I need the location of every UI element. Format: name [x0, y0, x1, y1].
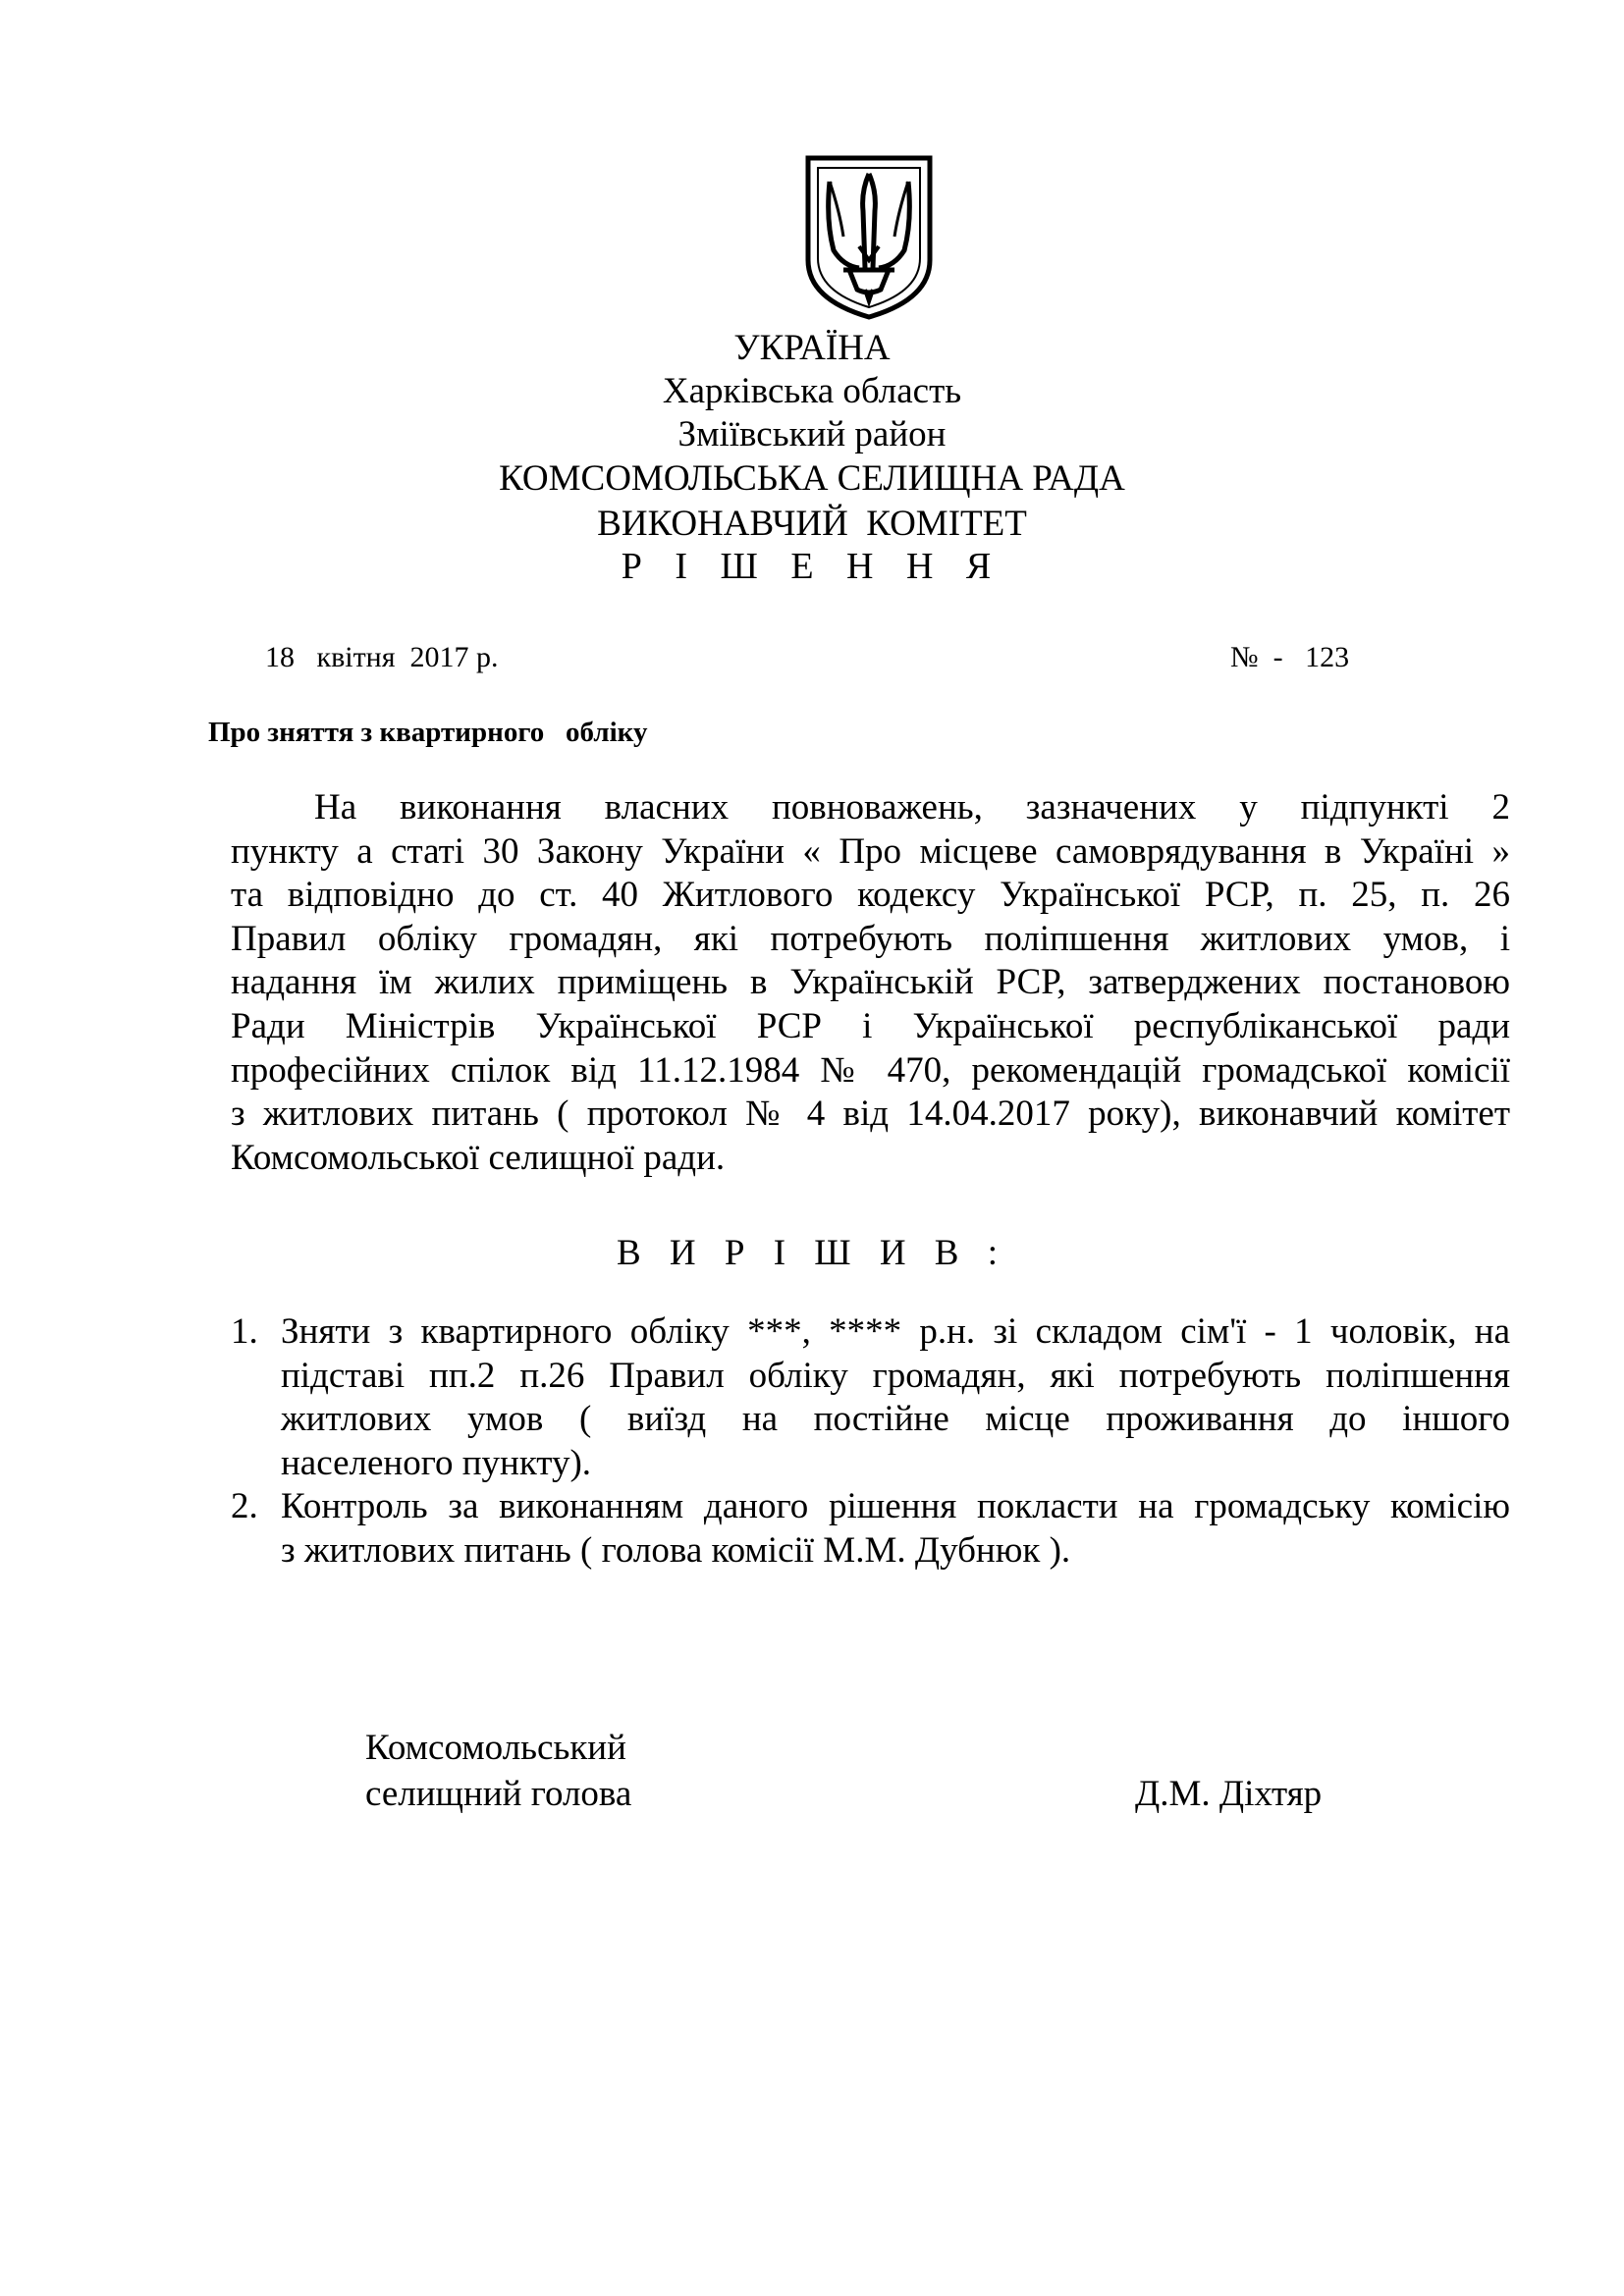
- document-type-title: Р І Ш Е Н Н Я: [621, 546, 1003, 587]
- preamble-line: пункту а статі 30 Закону України « Про місцеве самоврядування в Україні »: [231, 830, 1510, 872]
- item-line: житлових умов ( виїзд на постійне місце проживання до іншого: [281, 1399, 1510, 1440]
- item-line: населеного пункту).: [281, 1442, 592, 1483]
- preamble-paragraph: [231, 786, 1510, 1180]
- header-district: Зміївський район: [677, 414, 947, 454]
- signatory-title-line: Комсомольський: [365, 1728, 626, 1768]
- header-committee: ВИКОНАВЧИЙ КОМІТЕТ: [597, 504, 1027, 544]
- signatory-name: Д.М. Діхтяр: [1135, 1774, 1323, 1814]
- preamble-line: Правил обліку громадян, які потребують поліпшення житлових умов, і: [231, 918, 1510, 959]
- preamble-line: На виконання власних повноважень, зазначених у підпункті 2: [314, 787, 1510, 828]
- signatory-title: [365, 1725, 631, 1817]
- item-line: з житлових питань ( голова комісії М.М. Дубнюк ).: [281, 1529, 1071, 1571]
- preamble-line: надання їм жилих приміщень в Українській РСР, затверджених постановою: [231, 962, 1510, 1003]
- resolved-heading: В И Р І Ш И В :: [616, 1233, 1008, 1273]
- decision-subject: Про зняття з квартирного обліку: [208, 717, 648, 748]
- list-item: [281, 1310, 1510, 1485]
- preamble-line: з житлових питань ( протокол № 4 від 14.04.2017 року), виконавчий комітет: [231, 1094, 1510, 1135]
- header-country: УКРАЇНА: [733, 328, 891, 368]
- signatory-title-line: селищний голова: [365, 1774, 632, 1814]
- preamble-line: та відповідно до ст. 40 Житлового кодексу Української РСР, п. 25, п. 26: [231, 875, 1510, 916]
- item-line: Контроль за виконанням даного рішення покласти на громадську комісію: [281, 1486, 1510, 1526]
- item-line: підставі пп.2 п.26 Правил обліку громадян, які потребують поліпшення: [281, 1355, 1510, 1396]
- decision-number: № - 123: [1230, 641, 1350, 673]
- preamble-line: Комсомольської селищної ради.: [231, 1137, 726, 1178]
- decision-date: 18 квітня 2017 р.: [265, 641, 499, 673]
- header-council: КОМСОМОЛЬСЬКА СЕЛИЩНА РАДА: [499, 458, 1125, 499]
- item-number: 2.: [231, 1486, 258, 1526]
- trident-coat-of-arms-icon: [800, 152, 938, 321]
- preamble-line: професійних спілок від 11.12.1984 № 470, рекомендацій громадської комісії: [231, 1049, 1510, 1091]
- preamble-line: Ради Міністрів Української РСР і Української республіканської ради: [231, 1005, 1510, 1046]
- list-item: [281, 1485, 1510, 1573]
- item-line: Зняти з квартирного обліку ***, **** р.н. зі складом сім'ї - 1 чоловік, на: [281, 1311, 1510, 1352]
- item-number: 1.: [231, 1311, 258, 1352]
- header-region: Харківська область: [662, 371, 962, 411]
